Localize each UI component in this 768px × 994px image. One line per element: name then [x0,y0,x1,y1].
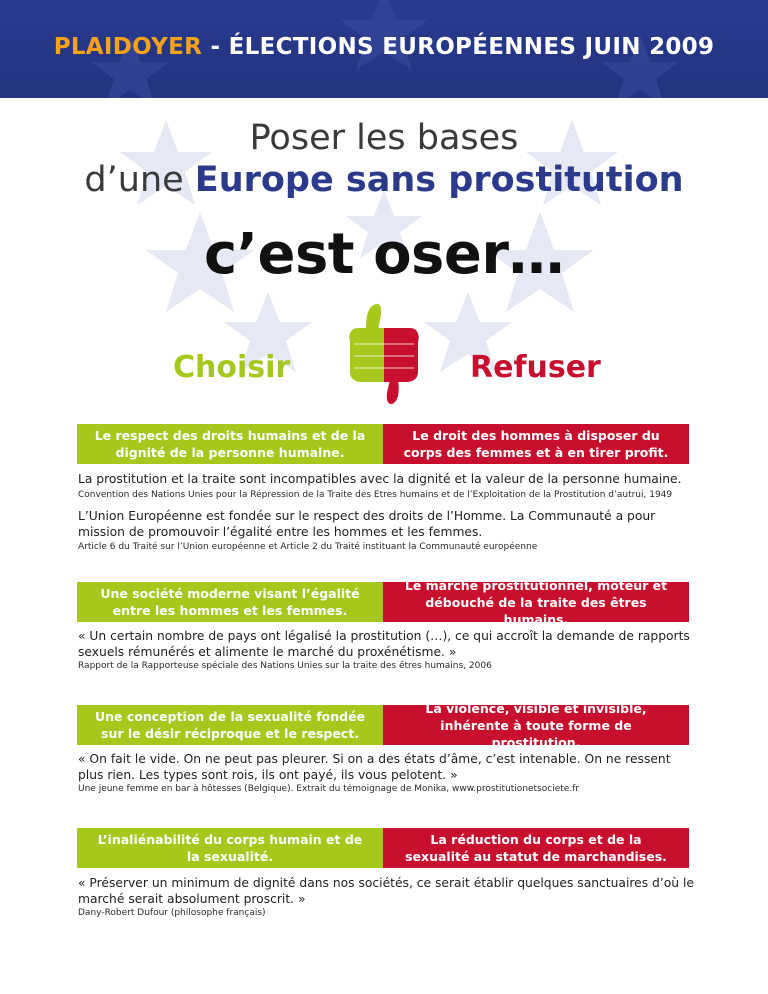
quote-source: Convention des Nations Unies pour la Répression de la Traite des Etres humains et de l’Exploitation de la Prostitution d’autrui, 1949 [78,490,673,500]
quote-text: « On fait le vide. On ne peut pas pleurer. Si on a des états d’âme, c’est intenable. On ne ressent plus rien. Les types sont rois, ils ont payé, ils vous pelotent. » [78,752,671,782]
choose-box: Le respect des droits humains et de la dignité de la personne humaine. [77,424,383,464]
quote-source: Une jeune femme en bar à hôtesses (Belgique). Extrait du témoignage de Monika, www.prostitutionetsociete.fr [78,784,580,794]
quote-text: L’Union Européenne est fondée sur le respect des droits de l’Homme. La Communauté a pour mission de promouvoir l’égalité entre les hommes et les femmes. [78,509,656,539]
headline-line-1: Poser les bases [249,118,519,158]
quote-text: La prostitution et la traite sont incompatibles avec la dignité et la valeur de la personne humaine. [78,472,682,486]
refuser-label: Refuser [470,350,601,385]
choose-box: Une conception de la sexualité fondée sur le désir réciproque et le respect. [77,705,383,745]
refuse-box: La violence, visible et invisible, inhérente à toute forme de prostitution. [383,705,689,745]
refuse-box: La réduction du corps et de la sexualité au statut de marchandises. [383,828,689,868]
quote-source: Rapport de la Rapporteuse spéciale des Nations Unies sur la traite des êtres humains, 2006 [78,661,492,671]
refuse-box: Le marché prostitutionnel, moteur et débouché de la traite des êtres humains. [383,582,689,622]
thumb-up-down-icon [336,298,432,408]
section-1-boxes [77,424,689,464]
headline-line-3: c’est oser… [204,222,564,287]
choose-box: L’inaliénabilité du corps humain et de la sexualité. [77,828,383,868]
headline-line-2: d’une Europe sans prostitution [84,160,684,200]
quote-source: Dany-Robert Dufour (philosophe français) [78,908,266,918]
quote-source: Article 6 du Traité sur l’Union européenne et Article 2 du Traité instituant la Communauté européenne [78,542,538,552]
quote-text: « Préserver un minimum de dignité dans nos sociétés, ce serait établir quelques sanctuaires d’où le marché serait absolument proscrit. » [78,876,694,906]
section-2-boxes [77,577,689,627]
section-3-boxes [77,700,689,750]
refuse-box: Le droit des hommes à disposer du corps des femmes et à en tirer profit. [383,424,689,464]
banner-title: PLAIDOYER - ÉLECTIONS EUROPÉENNES JUIN 2009 [53,34,715,60]
choisir-label: Choisir [173,350,291,385]
choose-box: Une société moderne visant l’égalité entre les hommes et les femmes. [77,582,383,622]
section-4-boxes [77,828,689,868]
quote-text: « Un certain nombre de pays ont légalisé la prostitution (…), ce qui accroît la demande de rapports sexuels rémunérés et alimente le marché du proxénétisme. » [78,629,690,659]
